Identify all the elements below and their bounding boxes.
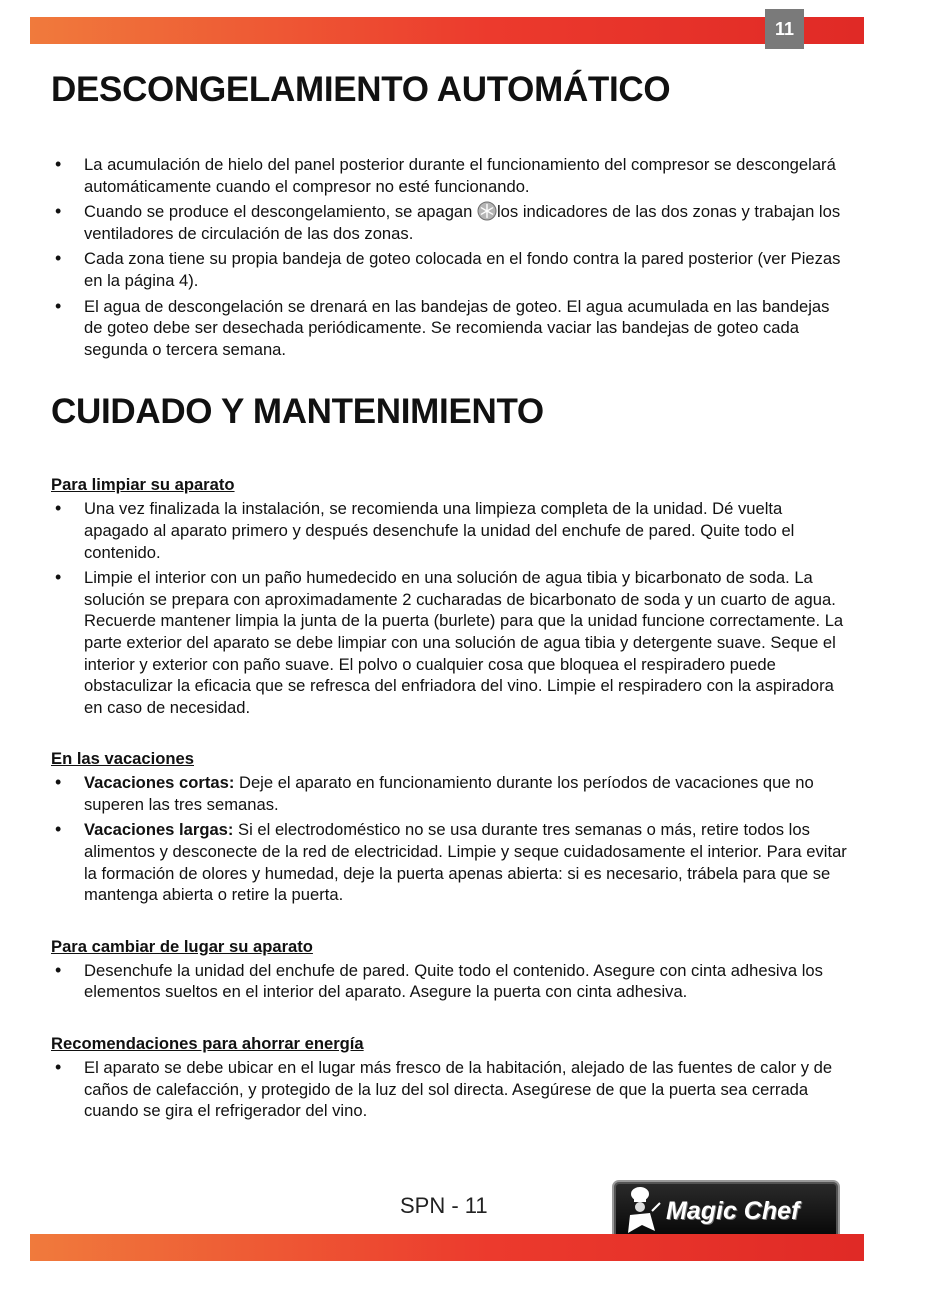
list-item	[51, 819, 851, 905]
subheading-energy: Recomendaciones para ahorrar energía	[51, 1034, 364, 1054]
section-title-defrost: DESCONGELAMIENTO AUTOMÁTICO	[51, 70, 671, 109]
subheading-cleaning: Para limpiar su aparato	[51, 475, 235, 495]
vacations-list	[51, 772, 851, 906]
header-bar	[30, 17, 864, 44]
list-item-label: Vacaciones largas:	[84, 820, 234, 840]
list-item: • Cada zona tiene su propia bandeja de goteo colocada en el fondo contra la pared posterior (ver Piezas en la página 4).	[51, 248, 851, 291]
subheading-moving: Para cambiar de lugar su aparato	[51, 936, 313, 956]
footer-page-label: SPN - 11	[400, 1193, 488, 1218]
list-item-text: Cuando se produce el descongelamiento, se apagan	[84, 202, 477, 222]
list-item	[51, 201, 851, 244]
defrost-icon	[477, 201, 497, 221]
subheading-vacations: En las vacaciones	[51, 749, 194, 769]
defrost-list	[51, 154, 851, 360]
list-item-text: Deje el aparato en funcionamiento durante los períodos de vacaciones que no superen las tres semanas.	[84, 773, 814, 814]
section-title-care: CUIDADO Y MANTENIMIENTO	[51, 392, 544, 432]
chef-icon	[622, 1185, 662, 1237]
list-item-label: Vacaciones cortas:	[84, 773, 235, 793]
brand-name: Magic Chef	[666, 1196, 800, 1225]
list-item: • Limpie el interior con un paño humedecido en una solución de agua tibia y bicarbonato de soda. La solución se prepara con aproximadamente 2 cucharadas de bicarbonato de soda y un cuarto de agua. Recuerde mantener limpia la junta de la puerta (burlete) para que la unidad funcione correctamente. La parte exterior del aparato se debe limpiar con una solución de agua tibia y detergente suave. Seque el interior y exterior con paño suave. El polvo o cualquier cosa que bloquea el respiradero puede obstaculizar la eficacia que se refresca del enfriadora del vino. Limpie el respiradero con la aspiradora en caso de necesidad.	[51, 567, 851, 718]
list-item-text: Si el electrodoméstico no se usa durante tres semanas o más, retire todos los alimentos y desconecte de la red de electricidad. Limpie y seque cuidadosamente el interior. Para evitar la formación de olores y humedad, deje la puerta apenas abierta: si es necesario, trábela para que se mantenga abierta o retire la puerta.	[84, 820, 847, 905]
page-content	[51, 68, 851, 1126]
list-item: • Una vez finalizada la instalación, se recomienda una limpieza completa de la unidad. Dé vuelta apagado al aparato primero y después desenchufe la unidad del enchufe de pared. Quite todo el contenido.	[51, 498, 851, 563]
list-item: • El aparato se debe ubicar en el lugar más fresco de la habitación, alejado de las fuentes de calor y de caños de calefacción, y protegido de la luz del sol directa. Asegúrese de que la puerta sea cerrada cuando se gira el refrigerador del vino.	[51, 1057, 851, 1122]
list-item-text: los indicadores de las dos zonas y trabajan los ventiladores de circulación de las dos zonas.	[84, 202, 841, 243]
brand-logo	[612, 1180, 840, 1242]
list-item	[51, 772, 851, 815]
list-item: • El agua de descongelación se drenará en las bandejas de goteo. El agua acumulada en las bandejas de goteo debe ser desechada periódicamente. Se recomienda vaciar las bandejas de goteo cada segunda o tercera semana.	[51, 296, 851, 361]
list-item: • Desenchufe la unidad del enchufe de pared. Quite todo el contenido. Asegure con cinta adhesiva los elementos sueltos en el interior del aparato. Asegure la puerta con cinta adhesiva.	[51, 960, 851, 1003]
energy-list	[51, 1057, 851, 1122]
moving-list	[51, 960, 851, 1003]
page-number-badge: 11	[765, 9, 804, 49]
list-item: • La acumulación de hielo del panel posterior durante el funcionamiento del compresor se descongelará automáticamente cuando el compresor no esté funcionando.	[51, 154, 851, 197]
cleaning-list	[51, 498, 851, 718]
footer-bar	[30, 1234, 864, 1261]
